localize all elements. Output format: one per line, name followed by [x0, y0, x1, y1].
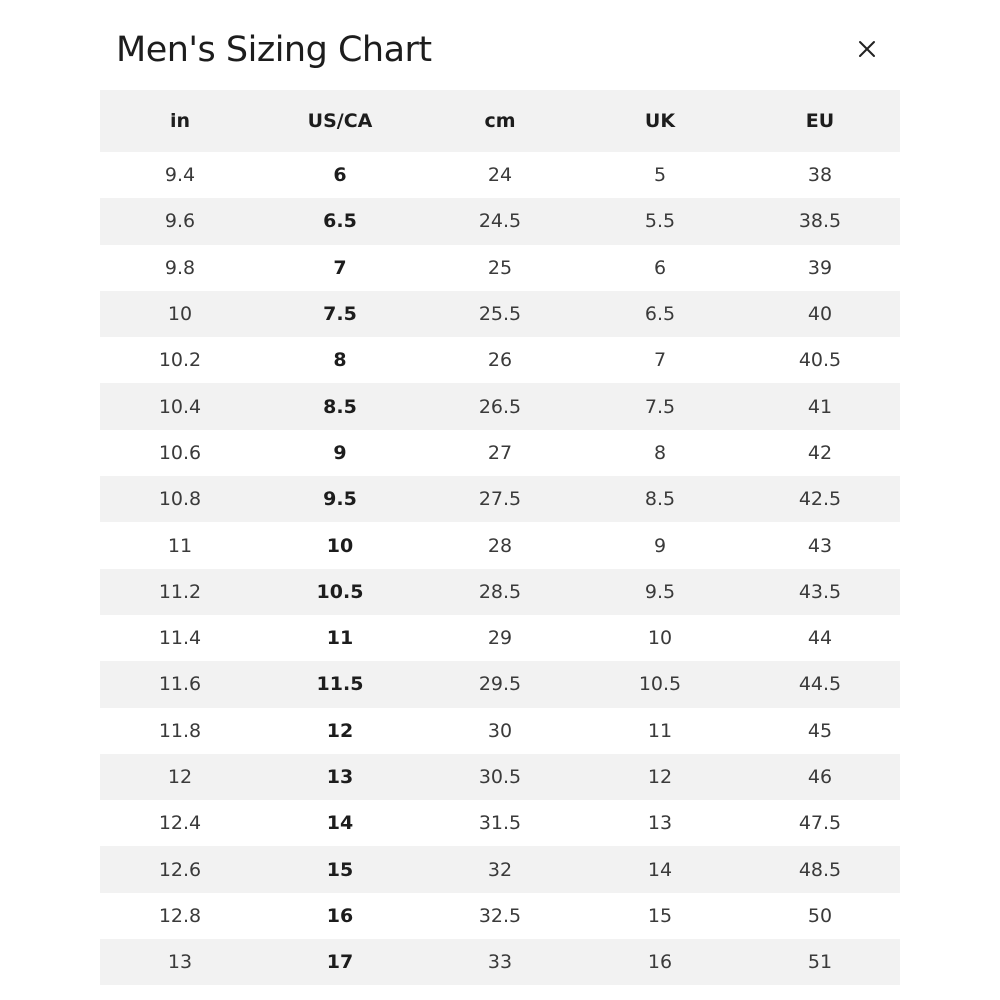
cell-in: 11.8 — [158, 719, 202, 742]
cell-cm: 32 — [420, 846, 580, 892]
cell-us-ca: 16 — [326, 904, 354, 927]
cell-in: 9.6 — [100, 198, 260, 244]
cell-us-ca: 9.5 — [260, 476, 420, 522]
cell-us-ca: 6 — [333, 164, 347, 187]
cell-in: 10 — [100, 291, 260, 337]
cell-cm: 31.5 — [478, 812, 522, 835]
column-header-us-ca: US/CA — [260, 90, 420, 152]
cell-in: 12.4 — [158, 812, 202, 835]
table-row — [100, 939, 900, 985]
table-row — [100, 661, 900, 707]
cell-us-ca: 9 — [333, 441, 347, 464]
table-body — [100, 152, 900, 985]
cell-cm: 24 — [487, 164, 513, 187]
cell-cm: 24.5 — [420, 198, 580, 244]
cell-us-ca: 7.5 — [260, 291, 420, 337]
cell-uk: 14 — [580, 846, 740, 892]
cell-us-ca: 12 — [326, 719, 354, 742]
cell-us-ca: 14 — [326, 812, 354, 835]
cell-us-ca: 17 — [260, 939, 420, 985]
table-row — [100, 430, 900, 476]
column-header-eu: EU — [740, 90, 900, 152]
cell-eu: 44.5 — [740, 661, 900, 707]
cell-cm: 27.5 — [420, 476, 580, 522]
table-row — [100, 337, 900, 383]
cell-eu: 48.5 — [740, 846, 900, 892]
cell-uk: 9.5 — [580, 569, 740, 615]
cell-uk: 15 — [647, 904, 673, 927]
cell-us-ca: 11.5 — [260, 661, 420, 707]
sizing-table — [100, 90, 900, 985]
cell-eu: 42 — [807, 441, 833, 464]
column-header-uk: UK — [580, 90, 740, 152]
cell-in: 13 — [100, 939, 260, 985]
cell-us-ca: 8.5 — [260, 383, 420, 429]
cell-uk: 6 — [653, 256, 667, 279]
cell-us-ca: 10 — [326, 534, 354, 557]
cell-us-ca: 15 — [260, 846, 420, 892]
cell-eu: 39 — [807, 256, 833, 279]
column-header-in: in — [100, 90, 260, 152]
cell-uk: 13 — [647, 812, 673, 835]
cell-uk: 8 — [653, 441, 667, 464]
cell-cm: 25 — [487, 256, 513, 279]
table-row — [100, 893, 900, 939]
cell-eu: 47.5 — [798, 812, 842, 835]
cell-cm: 30.5 — [420, 754, 580, 800]
cell-cm: 26 — [487, 349, 513, 372]
cell-uk: 9 — [653, 534, 667, 557]
cell-cm: 27 — [487, 441, 513, 464]
cell-eu: 41 — [740, 383, 900, 429]
cell-cm: 29 — [487, 627, 513, 650]
close-icon — [858, 40, 876, 58]
cell-uk: 6.5 — [580, 291, 740, 337]
cell-cm: 33 — [420, 939, 580, 985]
table-row — [100, 708, 900, 754]
close-button[interactable] — [848, 30, 886, 68]
table-row — [100, 846, 900, 892]
cell-uk: 7.5 — [580, 383, 740, 429]
cell-uk: 5.5 — [580, 198, 740, 244]
cell-in: 12 — [100, 754, 260, 800]
cell-cm: 28 — [487, 534, 513, 557]
cell-eu: 40 — [740, 291, 900, 337]
cell-uk: 16 — [580, 939, 740, 985]
cell-cm: 26.5 — [420, 383, 580, 429]
cell-uk: 11 — [647, 719, 673, 742]
cell-eu: 43.5 — [740, 569, 900, 615]
cell-cm: 30 — [487, 719, 513, 742]
cell-eu: 40.5 — [798, 349, 842, 372]
cell-eu: 45 — [807, 719, 833, 742]
cell-in: 11.2 — [100, 569, 260, 615]
cell-us-ca: 8 — [333, 349, 347, 372]
cell-us-ca: 10.5 — [260, 569, 420, 615]
cell-cm: 25.5 — [420, 291, 580, 337]
cell-eu: 43 — [807, 534, 833, 557]
cell-in: 10.2 — [158, 349, 202, 372]
cell-us-ca: 13 — [260, 754, 420, 800]
table-row — [100, 152, 900, 198]
cell-uk: 7 — [653, 349, 667, 372]
cell-in: 10.6 — [158, 441, 202, 464]
table-row — [100, 615, 900, 661]
table-row — [100, 754, 900, 800]
cell-uk: 10.5 — [580, 661, 740, 707]
cell-cm: 32.5 — [478, 904, 522, 927]
table-row — [100, 476, 900, 522]
cell-eu: 51 — [740, 939, 900, 985]
cell-uk: 10 — [647, 627, 673, 650]
table-row — [100, 291, 900, 337]
table-row — [100, 245, 900, 291]
cell-us-ca: 11 — [326, 627, 354, 650]
cell-us-ca: 6.5 — [260, 198, 420, 244]
cell-us-ca: 7 — [333, 256, 347, 279]
column-header-cm: cm — [420, 90, 580, 152]
table-row — [100, 383, 900, 429]
cell-eu: 44 — [807, 627, 833, 650]
cell-uk: 12 — [580, 754, 740, 800]
cell-in: 11 — [167, 534, 193, 557]
cell-in: 12.6 — [100, 846, 260, 892]
cell-eu: 42.5 — [740, 476, 900, 522]
cell-in: 10.8 — [100, 476, 260, 522]
table-header-row — [100, 90, 900, 152]
cell-eu: 38 — [807, 164, 833, 187]
modal-title: Men's Sizing Chart — [116, 30, 432, 70]
cell-uk: 8.5 — [580, 476, 740, 522]
table-row — [100, 522, 900, 568]
cell-uk: 5 — [653, 164, 667, 187]
cell-in: 11.6 — [100, 661, 260, 707]
cell-in: 9.8 — [164, 256, 196, 279]
cell-eu: 50 — [807, 904, 833, 927]
cell-in: 11.4 — [158, 627, 202, 650]
cell-in: 12.8 — [158, 904, 202, 927]
table-row — [100, 800, 900, 846]
cell-eu: 38.5 — [740, 198, 900, 244]
table-row — [100, 569, 900, 615]
cell-in: 10.4 — [100, 383, 260, 429]
cell-cm: 29.5 — [420, 661, 580, 707]
cell-cm: 28.5 — [420, 569, 580, 615]
cell-eu: 46 — [740, 754, 900, 800]
table-row — [100, 198, 900, 244]
cell-in: 9.4 — [164, 164, 196, 187]
